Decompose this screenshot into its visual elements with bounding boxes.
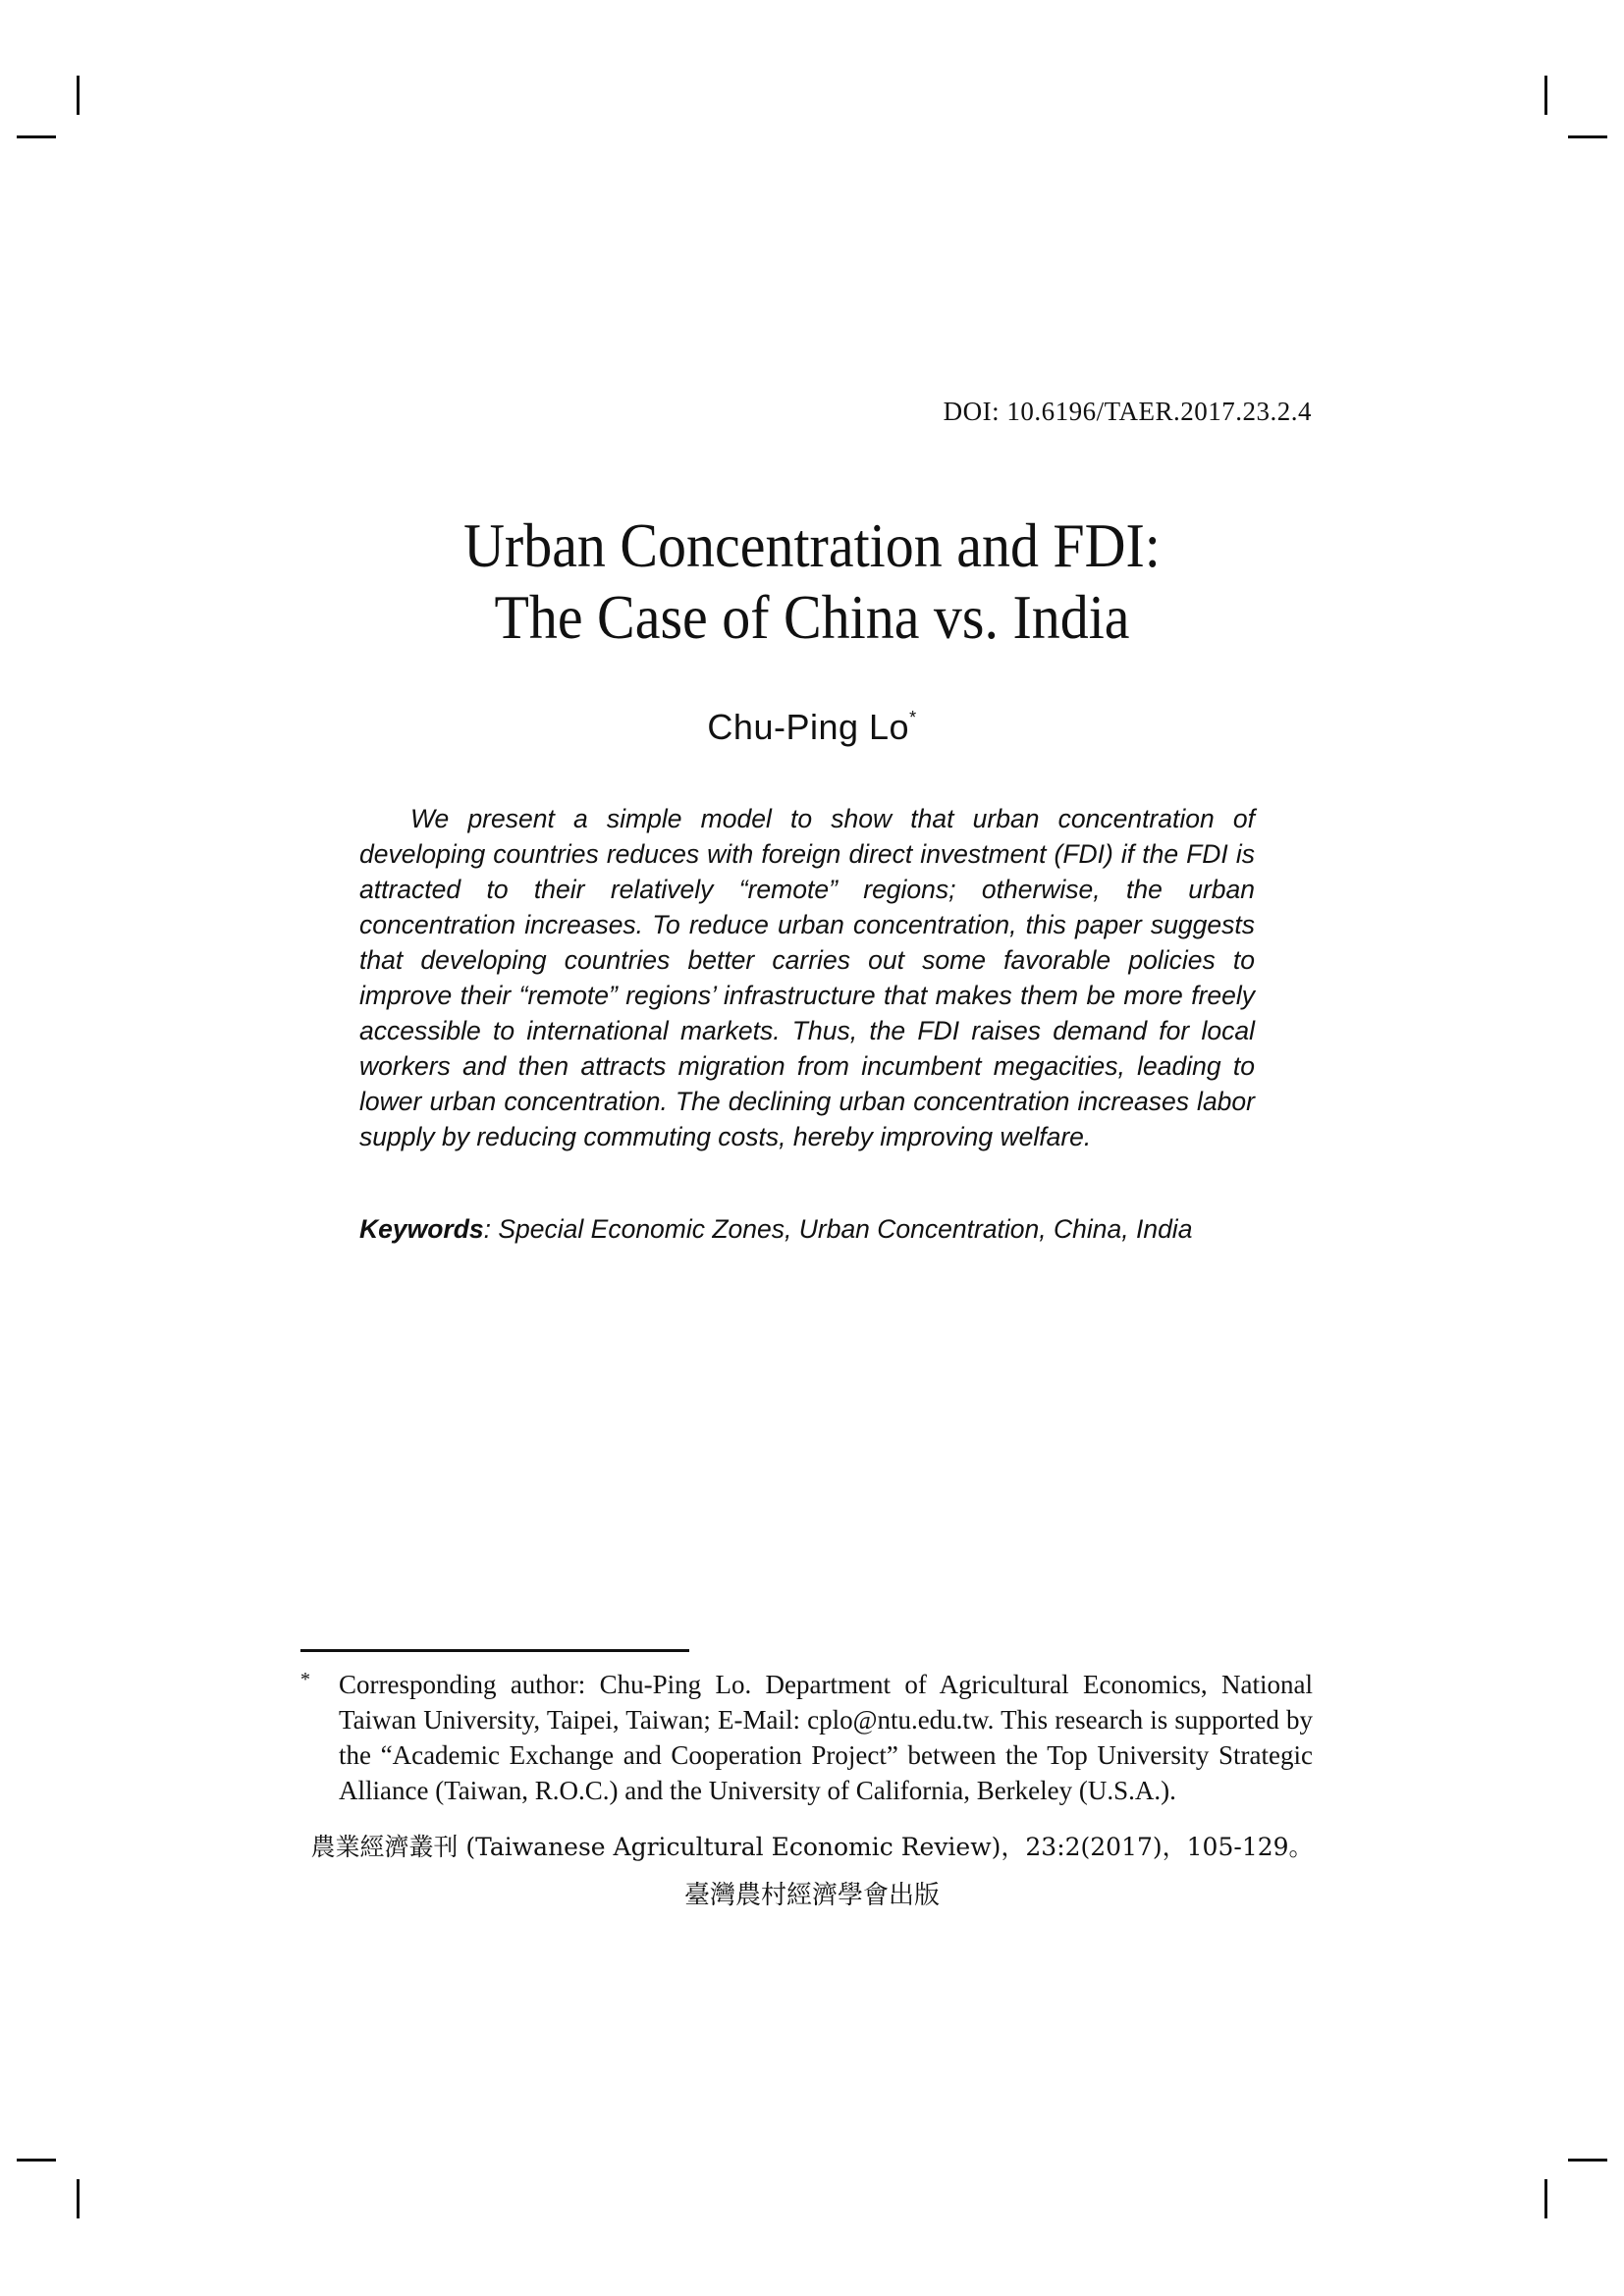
title-line-1: Urban Concentration and FDI: — [463, 511, 1161, 580]
keywords — [359, 1211, 1192, 1247]
footnote-mark: * — [300, 1669, 310, 1690]
footnote-separator — [300, 1649, 689, 1652]
crop-mark-top-left-vertical — [77, 76, 80, 115]
crop-mark-bottom-left-horizontal — [17, 2159, 56, 2162]
crop-mark-bottom-left-vertical — [77, 2179, 80, 2218]
author-footnote-mark: * — [909, 708, 917, 727]
paper-title — [65, 510, 1559, 654]
crop-mark-top-left-horizontal — [17, 135, 56, 138]
keywords-label: Keywords — [359, 1214, 484, 1244]
crop-mark-bottom-right-vertical — [1544, 2179, 1547, 2218]
author-name: Chu-Ping Lo — [707, 707, 910, 747]
crop-mark-top-right-vertical — [1544, 76, 1547, 115]
abstract: We present a simple model to show that urban concentration of developing countries reduces with foreign direct investment (FDI) if the FDI is attracted to their relatively “remote” regions; otherwise, the urban concentration increases. To reduce urban concentration, this paper suggests that developing countries better carries out some favorable policies to improve their “remote” regions’ infrastructure that makes them be more freely accessible to international markets. Thus, the FDI raises demand for local workers and then attracts migration from incumbent megacities, leading to lower urban concentration. The declining urban concentration increases labor supply by reducing commuting costs, hereby improving welfare. — [359, 804, 1255, 1151]
footnote-text: Corresponding author: Chu-Ping Lo. Department of Agricultural Economics, National Taiwan University, Taipei, Taiwan; E-Mail: cplo@ntu.edu.tw. This research is supported by the “Academic Exchange and Cooperation Project” between the Top University Strategic Alliance (Taiwan, R.O.C.) and the University of California, Berkeley (U.S.A.). — [339, 1670, 1313, 1805]
journal-citation: 農業經濟叢刊 (Taiwanese Agricultural Economic Review)，23:2(2017)，105-129。 — [310, 1833, 1314, 1861]
keywords-text: : Special Economic Zones, Urban Concentration, China, India — [483, 1214, 1193, 1244]
author-line — [0, 707, 1624, 748]
crop-mark-bottom-right-horizontal — [1568, 2159, 1607, 2162]
doi-text: DOI: 10.6196/TAER.2017.23.2.4 — [943, 397, 1312, 426]
title-line-2: The Case of China vs. India — [494, 583, 1130, 652]
crop-mark-top-right-horizontal — [1568, 135, 1607, 138]
publisher-line: 臺灣農村經濟學會出版 — [683, 1881, 940, 1910]
